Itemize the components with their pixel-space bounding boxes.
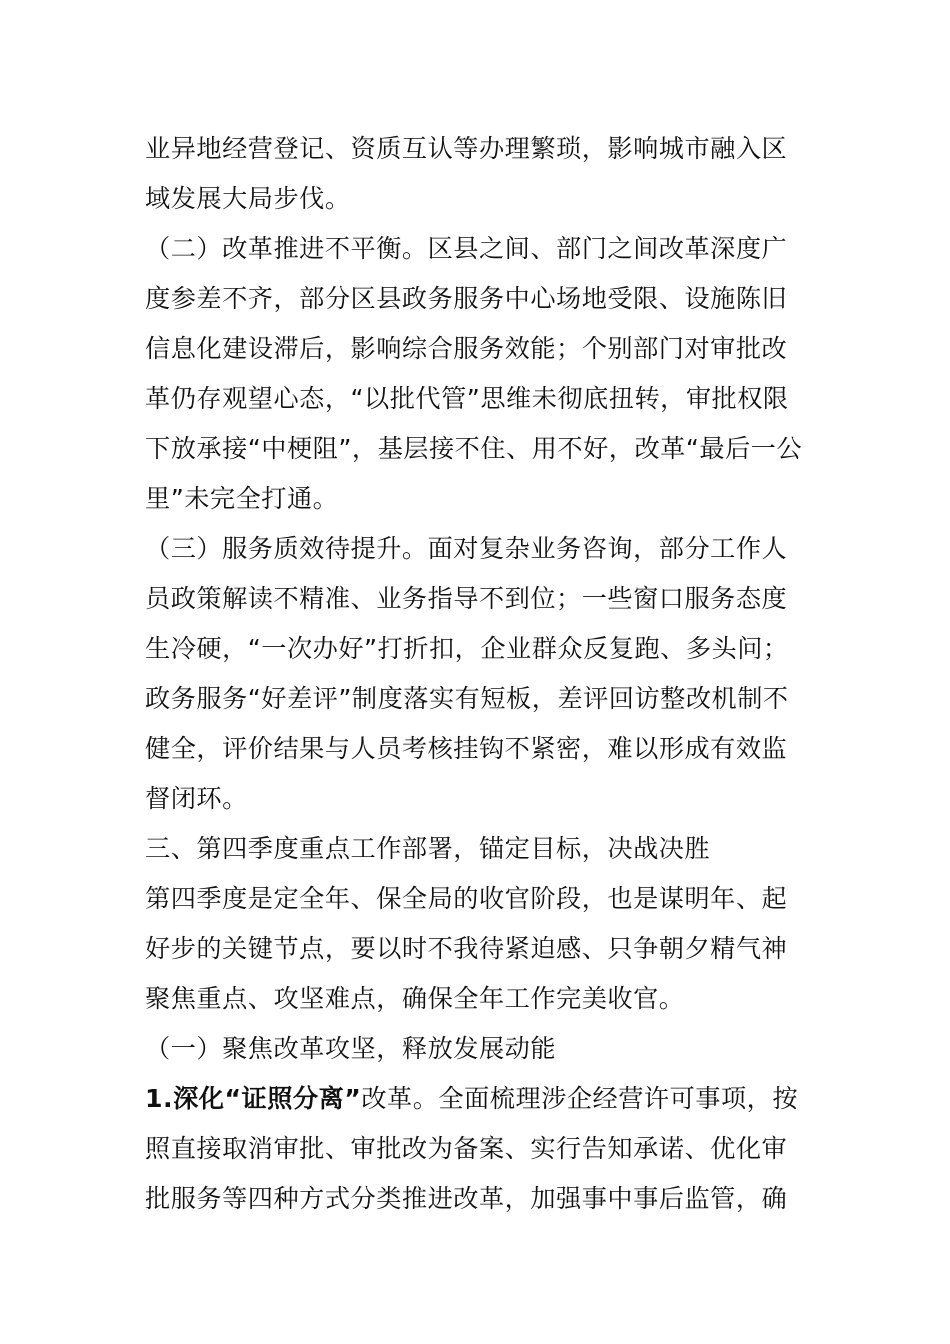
- text-line: 批服务等四种方式分类推进改革，加强事中事后监管，确: [145, 1184, 788, 1213]
- text-line: 度参差不齐，部分区县政务服务中心场地受限、设施陈旧: [145, 284, 788, 313]
- section-heading-line: （三）服务质效待提升。面对复杂业务咨询，部分工作人: [145, 534, 788, 563]
- part-heading-line: 三、第四季度重点工作部署，锚定目标，决战决胜: [145, 834, 711, 863]
- text-line: 域发展大局步伐。: [145, 184, 351, 213]
- section-heading-line: （二）改革推进不平衡。区县之间、部门之间改革深度广: [145, 234, 788, 263]
- document-body: [145, 124, 810, 1224]
- text-line: 里”未完全打通。: [145, 484, 339, 513]
- text-line: 革仍存观望心态，“以批代管”思维未彻底扭转，审批权限: [145, 384, 789, 413]
- text-line: 聚焦重点、攻坚难点，确保全年工作完美收官。: [145, 984, 685, 1013]
- text-line: 好步的关键节点，要以时不我待紧迫感、只争朝夕精气神: [145, 934, 788, 963]
- text-line: 生冷硬，“一次办好”打折扣，企业群众反复跑、多头问；: [145, 634, 789, 663]
- text-line: 信息化建设滞后，影响综合服务效能；个别部门对审批改: [145, 334, 788, 363]
- text-line: 下放承接“中梗阻”，基层接不住、用不好，改革“最后一公: [145, 434, 803, 463]
- text-line: 政务服务“好差评”制度落实有短板，差评回访整改机制不: [145, 684, 789, 713]
- item-line: [145, 1074, 810, 1124]
- text-line: 业异地经营登记、资质互认等办理繁琐，影响城市融入区: [145, 134, 788, 163]
- text-line: 第四季度是定全年、保全局的收官阶段，也是谋明年、起: [145, 884, 788, 913]
- item-text: 改革。全面梳理涉企经营许可事项，按: [361, 1084, 799, 1113]
- text-line: 员政策解读不精准、业务指导不到位；一些窗口服务态度: [145, 584, 788, 613]
- text-line: 照直接取消审批、审批改为备案、实行告知承诺、优化审: [145, 1134, 788, 1163]
- item-heading: 1.深化“证照分离”: [145, 1084, 362, 1113]
- subsection-heading-line: （一）聚焦改革攻坚，释放发展动能: [145, 1034, 556, 1063]
- text-line: 健全，评价结果与人员考核挂钩不紧密，难以形成有效监: [145, 734, 788, 763]
- text-line: 督闭环。: [145, 784, 248, 813]
